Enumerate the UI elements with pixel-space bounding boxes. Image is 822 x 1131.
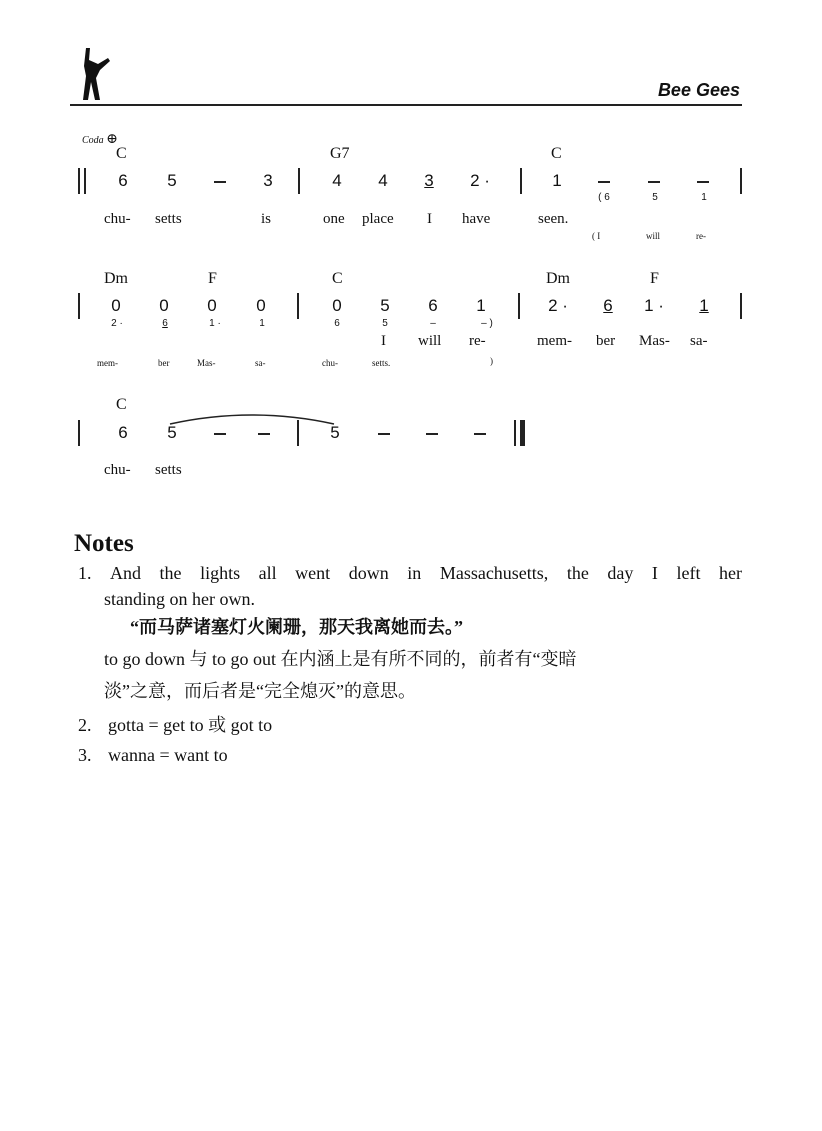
small-note: 2 · [111, 318, 123, 329]
lyric: mem- [537, 333, 572, 349]
lyric: I [427, 211, 432, 227]
note-text: And the lights all went down in Massachusetts, the day I left her [110, 563, 742, 583]
barline [298, 168, 300, 194]
barline [520, 168, 522, 194]
small-note: – [430, 318, 436, 329]
hold-dash [474, 433, 486, 435]
note-number: 2. [78, 715, 92, 735]
chord: G7 [330, 145, 350, 162]
barline [78, 293, 80, 319]
note: 5 [167, 171, 177, 190]
note: 0 [207, 296, 217, 315]
small-note: 1 [701, 192, 707, 203]
hold-dash [648, 181, 660, 183]
note: 5 [380, 296, 390, 315]
note: 2 · [548, 296, 568, 315]
final-barline [520, 420, 525, 446]
note: 0 [256, 296, 266, 315]
note: 6 [118, 423, 128, 442]
hold-dash [214, 433, 226, 435]
coda-icon: ⊕ [106, 132, 118, 147]
note-translation: “而马萨诸塞灯火阑珊，那天我离她而去。” [130, 617, 463, 637]
small-note: 6 [162, 318, 168, 329]
note-number: 1. [78, 563, 92, 583]
note: 4 [332, 171, 342, 190]
lyric: seen. [538, 211, 569, 227]
lyric: will [418, 333, 442, 349]
tie-slur [164, 408, 340, 428]
small-note: – ) [481, 318, 493, 329]
small-lyric: mem- [97, 358, 118, 368]
small-note: 1 · [209, 318, 221, 329]
hold-dash [378, 433, 390, 435]
hold-dash [258, 433, 270, 435]
chord: C [551, 145, 562, 162]
note: 0 [111, 296, 121, 315]
lyric: setts [155, 211, 182, 227]
lyric: is [261, 211, 272, 227]
header-rule [70, 104, 742, 106]
small-note: 5 [652, 192, 658, 203]
notes-heading: Notes [74, 530, 134, 557]
header-title: Bee Gees [657, 80, 740, 100]
note: 1 [476, 296, 486, 315]
note: 6 [603, 296, 613, 315]
note: 0 [332, 296, 342, 315]
note-text: wanna = want to [108, 745, 228, 765]
small-note: 1 [259, 318, 265, 329]
small-lyric: ) [490, 356, 493, 366]
lyric: re- [469, 333, 486, 349]
lyric: setts [155, 462, 182, 478]
small-lyric: sa- [255, 358, 266, 368]
hold-dash [426, 433, 438, 435]
barline [297, 420, 299, 446]
note-explanation: to go down 与 to go out 在内涵上是有所不同的，前者有“变暗 [104, 649, 577, 669]
chord: C [116, 396, 127, 413]
small-note: 6 [334, 318, 340, 329]
chord: F [650, 270, 659, 287]
note: 5 [167, 423, 177, 442]
barline [297, 293, 299, 319]
chord: F [208, 270, 217, 287]
small-lyric: chu- [322, 358, 338, 368]
lyric: one [323, 211, 345, 227]
coda-label: Coda ⊕ [82, 132, 118, 147]
note: 0 [159, 296, 169, 315]
note: 6 [428, 296, 438, 315]
chord: Dm [546, 270, 570, 287]
lyric: Mas- [639, 333, 670, 349]
chord: C [332, 270, 343, 287]
note: 1 · [644, 296, 664, 315]
barline [78, 420, 80, 446]
note: 1 [699, 296, 709, 315]
lyric: place [362, 211, 394, 227]
note-number: 3. [78, 745, 92, 765]
note: 2 · [470, 171, 490, 190]
barline [740, 293, 742, 319]
note: 6 [118, 171, 128, 190]
hold-dash [598, 181, 610, 183]
note: 1 [552, 171, 562, 190]
small-lyric: ber [158, 358, 170, 368]
lyric: sa- [690, 333, 708, 349]
final-barline [514, 420, 516, 446]
lyric: chu- [104, 462, 131, 478]
chord: C [116, 145, 127, 162]
lyric: have [462, 211, 491, 227]
small-lyric: setts. [372, 358, 391, 368]
double-barline [84, 168, 86, 194]
lyric: chu- [104, 211, 131, 227]
small-lyric: re- [696, 231, 706, 241]
small-note: 5 [382, 318, 388, 329]
small-lyric: will [646, 231, 661, 241]
note: 3 [424, 171, 434, 190]
barline [740, 168, 742, 194]
barline [518, 293, 520, 319]
small-lyric: ( I [592, 231, 601, 241]
dancer-figure-icon [74, 46, 114, 102]
note-text: standing on her own. [104, 589, 255, 609]
note: 5 [330, 423, 340, 442]
lyric: ber [596, 333, 616, 349]
chord: Dm [104, 270, 128, 287]
hold-dash [214, 181, 226, 183]
small-lyric: Mas- [197, 358, 216, 368]
note: 3 [263, 171, 273, 190]
double-barline [78, 168, 80, 194]
note-text: gotta = get to 或 got to [108, 715, 273, 735]
small-note: ( 6 [598, 192, 610, 203]
hold-dash [697, 181, 709, 183]
note-explanation: 淡”之意，而后者是“完全熄灭”的意思。 [104, 681, 416, 701]
lyric: I [381, 333, 386, 349]
note: 4 [378, 171, 388, 190]
